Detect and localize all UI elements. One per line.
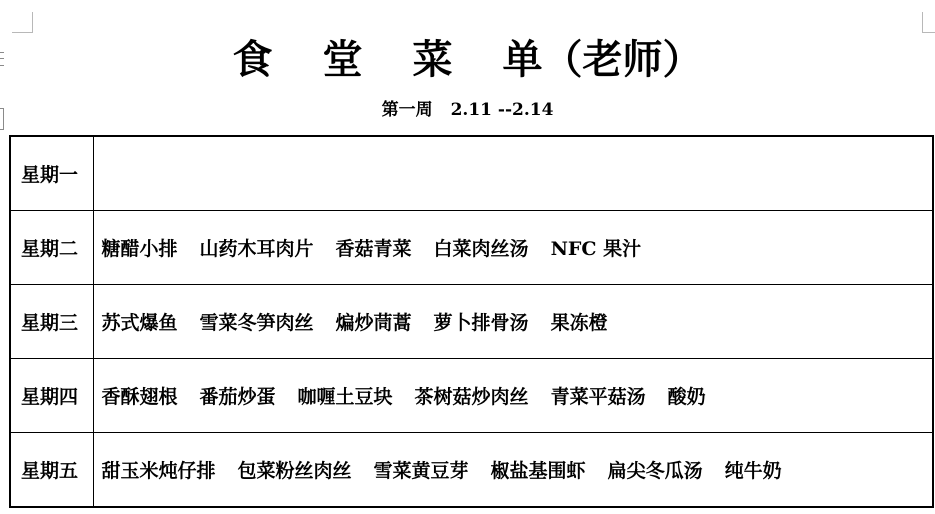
dish-item: 山药木耳肉片 bbox=[199, 238, 314, 260]
dish-item: 苏式爆鱼 bbox=[101, 312, 178, 334]
week-label: 第一周 bbox=[381, 100, 433, 120]
weekday-label: 星期二 bbox=[10, 211, 93, 285]
title-char-3: 菜 bbox=[412, 36, 453, 83]
menu-row bbox=[10, 359, 933, 433]
week-subtitle bbox=[0, 98, 935, 122]
dish-item: NFC 果汁 bbox=[550, 238, 642, 260]
dish-item: 纯牛奶 bbox=[724, 460, 782, 482]
title-char-1: 食 bbox=[232, 36, 273, 83]
dish-item: 雪菜冬笋肉丝 bbox=[199, 312, 314, 334]
dishes-cell bbox=[93, 136, 933, 211]
dish-item: 萝卜排骨汤 bbox=[433, 312, 529, 334]
menu-row bbox=[10, 433, 933, 508]
dishes-cell bbox=[93, 285, 933, 359]
page-corner-mark-top-left bbox=[12, 12, 33, 33]
dish-item: 酸奶 bbox=[667, 386, 706, 408]
dishes-cell bbox=[93, 433, 933, 508]
dish-item: 香酥翅根 bbox=[101, 386, 178, 408]
page-title bbox=[0, 34, 935, 86]
title-char-4: 单（老师） bbox=[502, 36, 703, 83]
week-dates: 2.11 --2.14 bbox=[450, 100, 554, 120]
dish-item: 雪菜黄豆芽 bbox=[373, 460, 469, 482]
dish-item: 咖喱土豆块 bbox=[297, 386, 393, 408]
menu-table bbox=[9, 135, 934, 508]
weekday-label: 星期四 bbox=[10, 359, 93, 433]
dish-item: 青菜平菇汤 bbox=[550, 386, 646, 408]
dish-item: 扁尖冬瓜汤 bbox=[607, 460, 703, 482]
dish-item: 果冻橙 bbox=[550, 312, 608, 334]
dish-item: 包菜粉丝肉丝 bbox=[237, 460, 352, 482]
weekday-label: 星期三 bbox=[10, 285, 93, 359]
title-char-2: 堂 bbox=[322, 36, 363, 83]
menu-row bbox=[10, 211, 933, 285]
dish-item: 糖醋小排 bbox=[101, 238, 178, 260]
weekday-label: 星期五 bbox=[10, 433, 93, 508]
menu-row bbox=[10, 285, 933, 359]
dish-item: 白菜肉丝汤 bbox=[433, 238, 529, 260]
dish-item: 番茄炒蛋 bbox=[199, 386, 276, 408]
dish-item: 甜玉米炖仔排 bbox=[101, 460, 216, 482]
menu-row bbox=[10, 136, 933, 211]
weekday-label: 星期一 bbox=[10, 136, 93, 211]
dish-item: 香菇青菜 bbox=[335, 238, 412, 260]
page-corner-mark-top-right bbox=[922, 12, 935, 33]
dishes-cell bbox=[93, 359, 933, 433]
dishes-cell bbox=[93, 211, 933, 285]
dish-item: 茶树菇炒肉丝 bbox=[414, 386, 529, 408]
dish-item: 煸炒茼蒿 bbox=[335, 312, 412, 334]
dish-item: 椒盐基围虾 bbox=[490, 460, 586, 482]
